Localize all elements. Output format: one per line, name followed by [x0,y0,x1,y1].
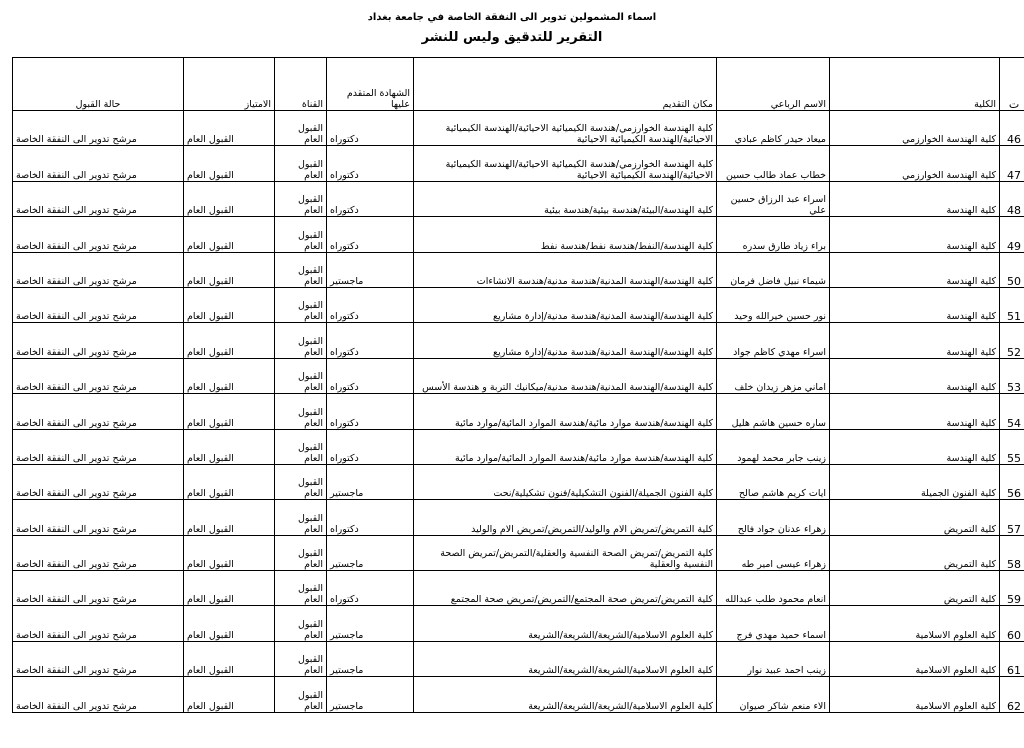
row-number: 52 [1000,323,1024,358]
college-cell: كلية التمريض [830,571,1000,606]
degree-cell: دكتوراه [327,181,414,216]
channel-cell: القبول العام [275,464,327,499]
privilege-cell: القبول العام [184,641,275,676]
college-cell: كلية التمريض [830,500,1000,535]
status-cell: مرشح تدوير الى النفقة الخاصة [13,111,184,146]
table-row [13,500,1024,535]
name-cell: اسراء عبد الرزاق حسين علي [717,181,830,216]
table-row [13,323,1024,358]
status-cell: مرشح تدوير الى النفقة الخاصة [13,358,184,393]
name-cell: شيماء نبيل فاضل فرمان [717,252,830,287]
header-degree: الشهادة المتقدم عليها [327,58,414,111]
place-cell: كلية الهندسة/النفط/هندسة نفط/هندسة نفط [414,217,717,252]
privilege-cell: القبول العام [184,606,275,641]
status-cell: مرشح تدوير الى النفقة الخاصة [13,181,184,216]
header-name: الاسم الرباعي [717,58,830,111]
table-row [13,571,1024,606]
table-row [13,606,1024,641]
channel-cell: القبول العام [275,217,327,252]
name-cell: انعام محمود طلب عبدالله [717,571,830,606]
place-cell: كلية الهندسة/الهندسة المدنية/هندسة مدنية/هندسة الانشاءات [414,252,717,287]
place-cell: كلية التمريض/تمريض الصحة النفسية والعقلية/التمريض/تمريض الصحة النفسية والعقلية [414,535,717,570]
degree-cell: دكتوراه [327,394,414,429]
name-cell: الاء منعم شاكر صيوان [717,677,830,712]
name-cell: اسراء مهدي كاظم جواد [717,323,830,358]
degree-cell: دكتوراه [327,323,414,358]
row-number: 59 [1000,571,1024,606]
row-number: 46 [1000,111,1024,146]
table-row [13,677,1024,712]
status-cell: مرشح تدوير الى النفقة الخاصة [13,641,184,676]
status-cell: مرشح تدوير الى النفقة الخاصة [13,323,184,358]
place-cell: كلية الفنون الجميلة/الفنون التشكيلية/فنون تشكيلية/نحت [414,464,717,499]
place-cell: كلية الهندسة/البيئة/هندسة بيئية/هندسة بيئية [414,181,717,216]
name-cell: ساره حسين هاشم هليل [717,394,830,429]
privilege-cell: القبول العام [184,217,275,252]
channel-cell: القبول العام [275,181,327,216]
place-cell: كلية التمريض/تمريض الام والوليد/التمريض/تمريض الام والوليد [414,500,717,535]
row-number: 56 [1000,464,1024,499]
college-cell: كلية الهندسة [830,181,1000,216]
degree-cell: دكتوراه [327,358,414,393]
privilege-cell: القبول العام [184,571,275,606]
channel-cell: القبول العام [275,606,327,641]
channel-cell: القبول العام [275,111,327,146]
channel-cell: القبول العام [275,323,327,358]
table-row [13,181,1024,216]
name-cell: خطاب عماد طالب حسين [717,146,830,181]
row-number: 58 [1000,535,1024,570]
status-cell: مرشح تدوير الى النفقة الخاصة [13,252,184,287]
name-cell: زهراء عدنان جواد فالح [717,500,830,535]
name-cell: اماني مزهر زيدان خلف [717,358,830,393]
header-college: الكلية [830,58,1000,111]
college-cell: كلية العلوم الاسلامية [830,606,1000,641]
place-cell: كلية الهندسة الخوارزمي/هندسة الكيميائية الاحيائية/الهندسة الكيميائية الاحيائية/الهندسة الكيميائية الاحيائية [414,111,717,146]
name-cell: زينب جابر محمد لهمود [717,429,830,464]
place-cell: كلية العلوم الاسلامية/الشريعة/الشريعة/الشريعة [414,677,717,712]
privilege-cell: القبول العام [184,111,275,146]
row-number: 60 [1000,606,1024,641]
status-cell: مرشح تدوير الى النفقة الخاصة [13,677,184,712]
degree-cell: دكتوراه [327,146,414,181]
header-place: مكان التقديم [414,58,717,111]
privilege-cell: القبول العام [184,358,275,393]
name-cell: اسماء حميد مهدي فرج [717,606,830,641]
degree-cell: ماجستير [327,641,414,676]
college-cell: كلية الفنون الجميلة [830,464,1000,499]
status-cell: مرشح تدوير الى النفقة الخاصة [13,146,184,181]
privilege-cell: القبول العام [184,429,275,464]
college-cell: كلية الهندسة [830,217,1000,252]
privilege-cell: القبول العام [184,394,275,429]
privilege-cell: القبول العام [184,677,275,712]
college-cell: كلية الهندسة [830,358,1000,393]
channel-cell: القبول العام [275,429,327,464]
channel-cell: القبول العام [275,287,327,322]
name-cell: ميعاد حيدر كاظم عبادي [717,111,830,146]
place-cell: كلية الهندسة/الهندسة المدنية/هندسة مدنية/إدارة مشاريع [414,323,717,358]
degree-cell: دكتوراه [327,287,414,322]
table-header-row [13,58,1024,111]
header-status: حالة القبول [13,58,184,111]
degree-cell: ماجستير [327,535,414,570]
document-subtitle: التقرير للتدقيق وليس للنشر [421,30,603,45]
table-row [13,641,1024,676]
row-number: 53 [1000,358,1024,393]
table-row [13,252,1024,287]
college-cell: كلية الهندسة [830,429,1000,464]
degree-cell: ماجستير [327,606,414,641]
place-cell: كلية الهندسة/الهندسة المدنية/هندسة مدنية/إدارة مشاريع [414,287,717,322]
place-cell: كلية الهندسة/هندسة موارد مائية/هندسة الموارد المائية/موارد مائية [414,394,717,429]
status-cell: مرشح تدوير الى النفقة الخاصة [13,500,184,535]
name-cell: ايات كريم هاشم صالح [717,464,830,499]
degree-cell: دكتوراه [327,111,414,146]
name-cell: زينب احمد عبيد نوار [717,641,830,676]
table-row [13,111,1024,146]
table-row [13,358,1024,393]
applicants-table [12,57,1024,713]
college-cell: كلية الهندسة [830,394,1000,429]
college-cell: كلية الهندسة [830,287,1000,322]
degree-cell: دكتوراه [327,429,414,464]
channel-cell: القبول العام [275,146,327,181]
name-cell: براء زياد طارق سدره [717,217,830,252]
status-cell: مرشح تدوير الى النفقة الخاصة [13,606,184,641]
status-cell: مرشح تدوير الى النفقة الخاصة [13,217,184,252]
college-cell: كلية الهندسة الخوارزمي [830,111,1000,146]
table-row [13,429,1024,464]
college-cell: كلية التمريض [830,535,1000,570]
row-number: 57 [1000,500,1024,535]
row-number: 48 [1000,181,1024,216]
place-cell: كلية العلوم الاسلامية/الشريعة/الشريعة/الشريعة [414,606,717,641]
row-number: 49 [1000,217,1024,252]
table-row [13,394,1024,429]
table-row [13,535,1024,570]
privilege-cell: القبول العام [184,535,275,570]
privilege-cell: القبول العام [184,464,275,499]
college-cell: كلية الهندسة [830,252,1000,287]
row-number: 61 [1000,641,1024,676]
degree-cell: ماجستير [327,464,414,499]
row-number: 54 [1000,394,1024,429]
privilege-cell: القبول العام [184,146,275,181]
college-cell: كلية العلوم الاسلامية [830,641,1000,676]
table-row [13,217,1024,252]
status-cell: مرشح تدوير الى النفقة الخاصة [13,287,184,322]
place-cell: كلية الهندسة/الهندسة المدنية/هندسة مدنية/ميكانيك التربة و هندسة الأسس [414,358,717,393]
channel-cell: القبول العام [275,571,327,606]
channel-cell: القبول العام [275,535,327,570]
row-number: 50 [1000,252,1024,287]
degree-cell: دكتوراه [327,571,414,606]
place-cell: كلية الهندسة الخوارزمي/هندسة الكيميائية الاحيائية/الهندسة الكيميائية الاحيائية/الهندسة الكيميائية الاحيائية [414,146,717,181]
degree-cell: دكتوراه [327,217,414,252]
header-privilege: الامتياز [184,58,275,111]
status-cell: مرشح تدوير الى النفقة الخاصة [13,429,184,464]
channel-cell: القبول العام [275,500,327,535]
row-number: 47 [1000,146,1024,181]
privilege-cell: القبول العام [184,252,275,287]
degree-cell: دكتوراه [327,500,414,535]
privilege-cell: القبول العام [184,323,275,358]
status-cell: مرشح تدوير الى النفقة الخاصة [13,464,184,499]
status-cell: مرشح تدوير الى النفقة الخاصة [13,394,184,429]
channel-cell: القبول العام [275,252,327,287]
row-number: 51 [1000,287,1024,322]
row-number: 55 [1000,429,1024,464]
channel-cell: القبول العام [275,677,327,712]
status-cell: مرشح تدوير الى النفقة الخاصة [13,535,184,570]
college-cell: كلية الهندسة [830,323,1000,358]
header-n: ت [1000,58,1024,111]
degree-cell: ماجستير [327,677,414,712]
privilege-cell: القبول العام [184,500,275,535]
table-row [13,287,1024,322]
name-cell: زهراء عيسى امير طه [717,535,830,570]
table-row [13,146,1024,181]
privilege-cell: القبول العام [184,181,275,216]
name-cell: نور حسين خيرالله وحيد [717,287,830,322]
table-row [13,464,1024,499]
place-cell: كلية التمريض/تمريض صحة المجتمع/التمريض/تمريض صحة المجتمع [414,571,717,606]
channel-cell: القبول العام [275,358,327,393]
row-number: 62 [1000,677,1024,712]
place-cell: كلية العلوم الاسلامية/الشريعة/الشريعة/الشريعة [414,641,717,676]
document-title: اسماء المشمولين تدوير الى النفقة الخاصة في جامعة بغداد [367,12,657,23]
place-cell: كلية الهندسة/هندسة موارد مائية/هندسة الموارد المائية/موارد مائية [414,429,717,464]
degree-cell: ماجستير [327,252,414,287]
status-cell: مرشح تدوير الى النفقة الخاصة [13,571,184,606]
privilege-cell: القبول العام [184,287,275,322]
channel-cell: القبول العام [275,641,327,676]
college-cell: كلية العلوم الاسلامية [830,677,1000,712]
header-channel: القناة [275,58,327,111]
college-cell: كلية الهندسة الخوارزمي [830,146,1000,181]
channel-cell: القبول العام [275,394,327,429]
